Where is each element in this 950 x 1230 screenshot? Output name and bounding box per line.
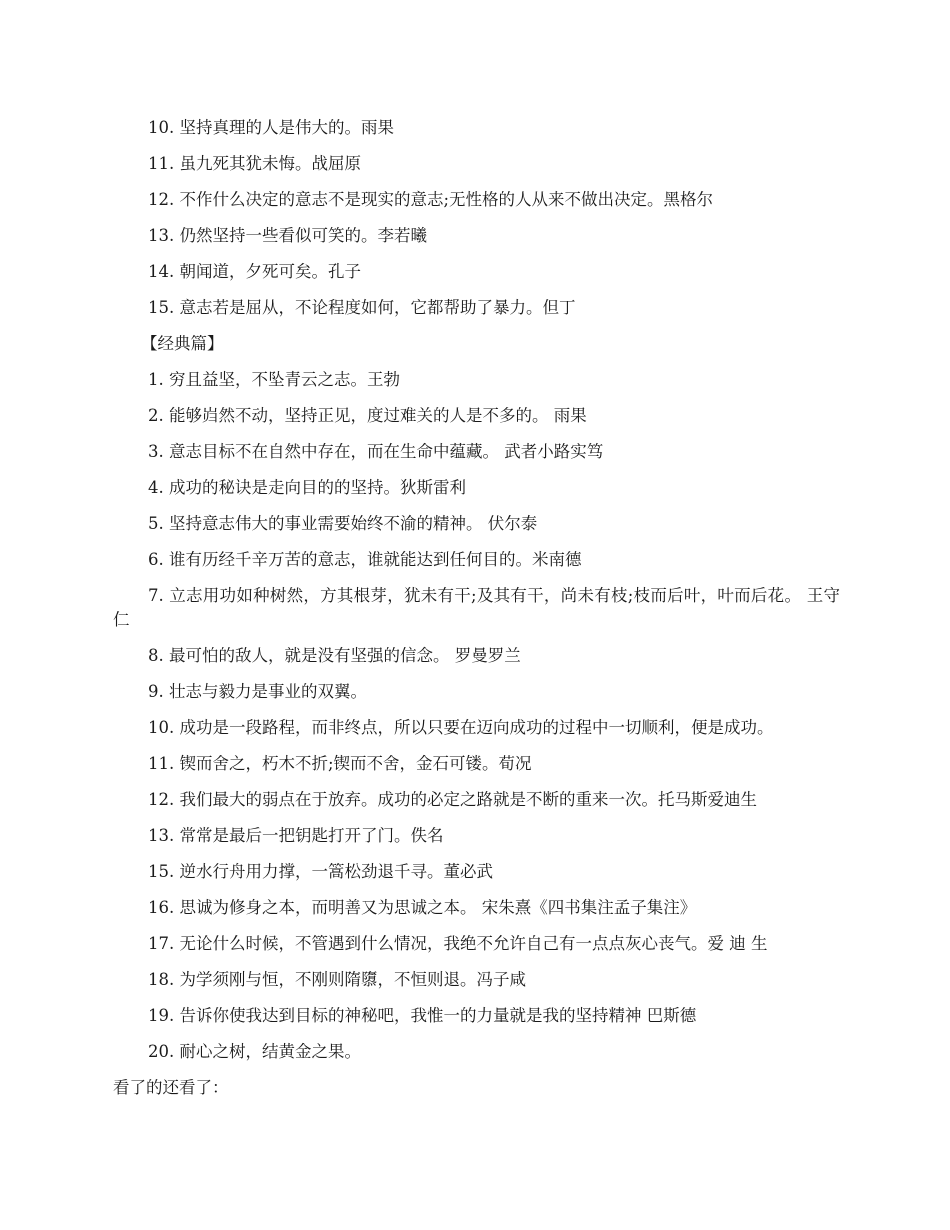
quote-line: 12. 不作什么决定的意志不是现实的意志;无性格的人从来不做出决定。黑格尔 — [148, 190, 714, 209]
related-reading-label: 看了的还看了： — [113, 1078, 229, 1097]
quote-line: 7. 立志用功如种树然，方其根芽，犹未有干;及其有干，尚未有枝;枝而后叶，叶而后花。 王守仁 — [113, 586, 840, 629]
quote-line: 3. 意志目标不在自然中存在，而在生命中蕴藏。 武者小路实笃 — [148, 442, 604, 461]
quote-line: 14. 朝闻道，夕死可矣。孔子 — [148, 262, 361, 281]
quote-line: 12. 我们最大的弱点在于放弃。成功的必定之路就是不断的重来一次。托马斯爱迪生 — [148, 790, 757, 809]
quote-line: 5. 坚持意志伟大的事业需要始终不渝的精神。 伏尔泰 — [148, 514, 538, 533]
quote-line: 4. 成功的秘诀是走向目的的坚持。狄斯雷利 — [148, 478, 466, 497]
quote-line: 15. 意志若是屈从，不论程度如何，它都帮助了暴力。但丁 — [148, 298, 576, 317]
quote-line: 10. 成功是一段路程，而非终点，所以只要在迈向成功的过程中一切顺利，便是成功。 — [148, 718, 774, 737]
quote-line: 11. 锲而舍之，朽木不折;锲而不舍，金石可镂。荀况 — [148, 754, 532, 773]
quote-line: 10. 坚持真理的人是伟大的。雨果 — [148, 118, 394, 137]
quote-line: 15. 逆水行舟用力撑，一篙松劲退千寻。董必武 — [148, 862, 493, 881]
quote-line: 20. 耐心之树，结黄金之果。 — [148, 1042, 361, 1061]
section-heading: 【经典篇】 — [141, 334, 224, 353]
quote-line: 13. 常常是最后一把钥匙打开了门。佚名 — [148, 826, 444, 845]
quote-line: 16. 思诚为修身之本，而明善又为思诚之本。 宋朱熹《四书集注孟子集注》 — [148, 898, 697, 917]
quote-line: 1. 穷且益坚，不坠青云之志。王勃 — [148, 370, 400, 389]
quote-line: 17. 无论什么时候，不管遇到什么情况，我绝不允许自己有一点点灰心丧气。爱 迪 生 — [148, 934, 768, 953]
quote-line: 18. 为学须刚与恒，不刚则隋隳，不恒则退。冯子咸 — [148, 970, 526, 989]
quote-line: 8. 最可怕的敌人，就是没有坚强的信念。 罗曼罗兰 — [148, 646, 521, 665]
quote-line: 9. 壮志与毅力是事业的双翼。 — [148, 682, 367, 701]
quote-line: 11. 虽九死其犹未悔。战屈原 — [148, 154, 361, 173]
quote-line: 19. 告诉你使我达到目标的神秘吧，我惟一的力量就是我的坚持精神 巴斯德 — [148, 1006, 697, 1025]
quote-line: 13. 仍然坚持一些看似可笑的。李若曦 — [148, 226, 427, 245]
quote-line: 2. 能够岿然不动，坚持正见，度过难关的人是不多的。 雨果 — [148, 406, 587, 425]
quote-line: 6. 谁有历经千辛万苦的意志，谁就能达到任何目的。米南德 — [148, 550, 582, 569]
document-body — [113, 110, 840, 1106]
